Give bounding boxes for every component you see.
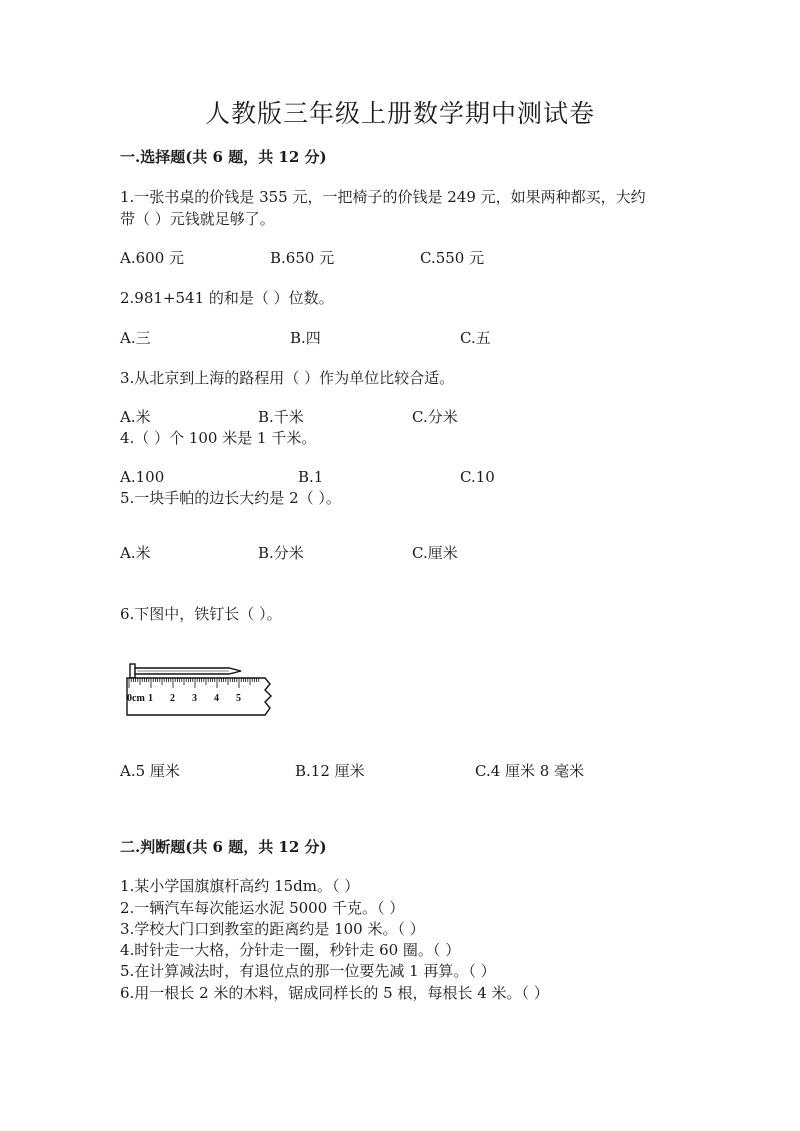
ruler-label-4: 4 (214, 693, 219, 704)
question-5-option-b: B.分米 (258, 544, 304, 562)
question-4-option-c: C.10 (460, 468, 495, 486)
ruler-label-1: 1 (148, 693, 153, 704)
nail-head (130, 664, 135, 678)
question-2-option-a: A.三 (120, 329, 151, 347)
ruler-label-0: 0cm (127, 693, 145, 704)
question-4-text: 4.（ ）个 100 米是 1 千米。 (120, 429, 317, 447)
judgment-item-5: 5.在计算减法时，有退位点的那一位要先减 1 再算。（ ） (120, 962, 496, 980)
judgment-item-6: 6.用一根长 2 米的木料，锯成同样长的 5 根，每根长 4 米。（ ） (120, 984, 549, 1002)
question-6-option-a: A.5 厘米 (120, 762, 180, 780)
section-2-heading: 二.判断题(共 6 题，共 12 分) (120, 838, 327, 856)
question-1-text-cont: 带（ ）元钱就足够了。 (120, 210, 275, 228)
nail-ruler-illustration (125, 660, 280, 722)
question-3-text: 3.从北京到上海的路程用（ ）作为单位比较合适。 (120, 369, 455, 387)
page-title: 人教版三年级上册数学期中测试卷 (204, 99, 595, 128)
question-2-option-b: B.四 (290, 329, 321, 347)
question-4-option-a: A.100 (120, 468, 165, 486)
nail-ruler-figure (125, 660, 280, 726)
question-1-option-c: C.550 元 (420, 249, 485, 267)
question-3-option-b: B.千米 (258, 408, 304, 426)
judgment-item-3: 3.学校大门口到教室的距离约是 100 米。（ ） (120, 920, 425, 938)
question-6-option-b: B.12 厘米 (295, 762, 365, 780)
question-3-option-a: A.米 (120, 408, 151, 426)
judgment-item-2: 2.一辆汽车每次能运水泥 5000 千克。（ ） (120, 899, 405, 917)
section-1-heading: 一.选择题(共 6 题，共 12 分) (120, 148, 327, 166)
question-5-text: 5.一块手帕的边长大约是 2（ ）。 (120, 489, 341, 507)
ruler-label-5: 5 (236, 693, 241, 704)
question-5-option-c: C.厘米 (412, 544, 458, 562)
question-1-text: 1.一张书桌的价钱是 355 元，一把椅子的价钱是 249 元，如果两种都买，大约 (120, 188, 646, 206)
question-1-option-a: A.600 元 (120, 249, 184, 267)
ruler-label-3: 3 (192, 693, 197, 704)
question-1-option-b: B.650 元 (270, 249, 335, 267)
question-2-option-c: C.五 (460, 329, 491, 347)
question-5-option-a: A.米 (120, 544, 151, 562)
question-4-option-b: B.1 (298, 468, 324, 486)
question-6-text: 6.下图中，铁钉长（ ）。 (120, 605, 282, 623)
question-3-option-c: C.分米 (412, 408, 458, 426)
judgment-item-1: 1.某小学国旗旗杆高约 15dm。（ ） (120, 877, 360, 895)
question-6-option-c: C.4 厘米 8 毫米 (475, 762, 585, 780)
ruler-label-2: 2 (170, 693, 175, 704)
judgment-item-4: 4.时针走一大格，分针走一圈，秒针走 60 圈。（ ） (120, 941, 461, 959)
question-2-text: 2.981+541 的和是（ ）位数。 (120, 289, 334, 307)
